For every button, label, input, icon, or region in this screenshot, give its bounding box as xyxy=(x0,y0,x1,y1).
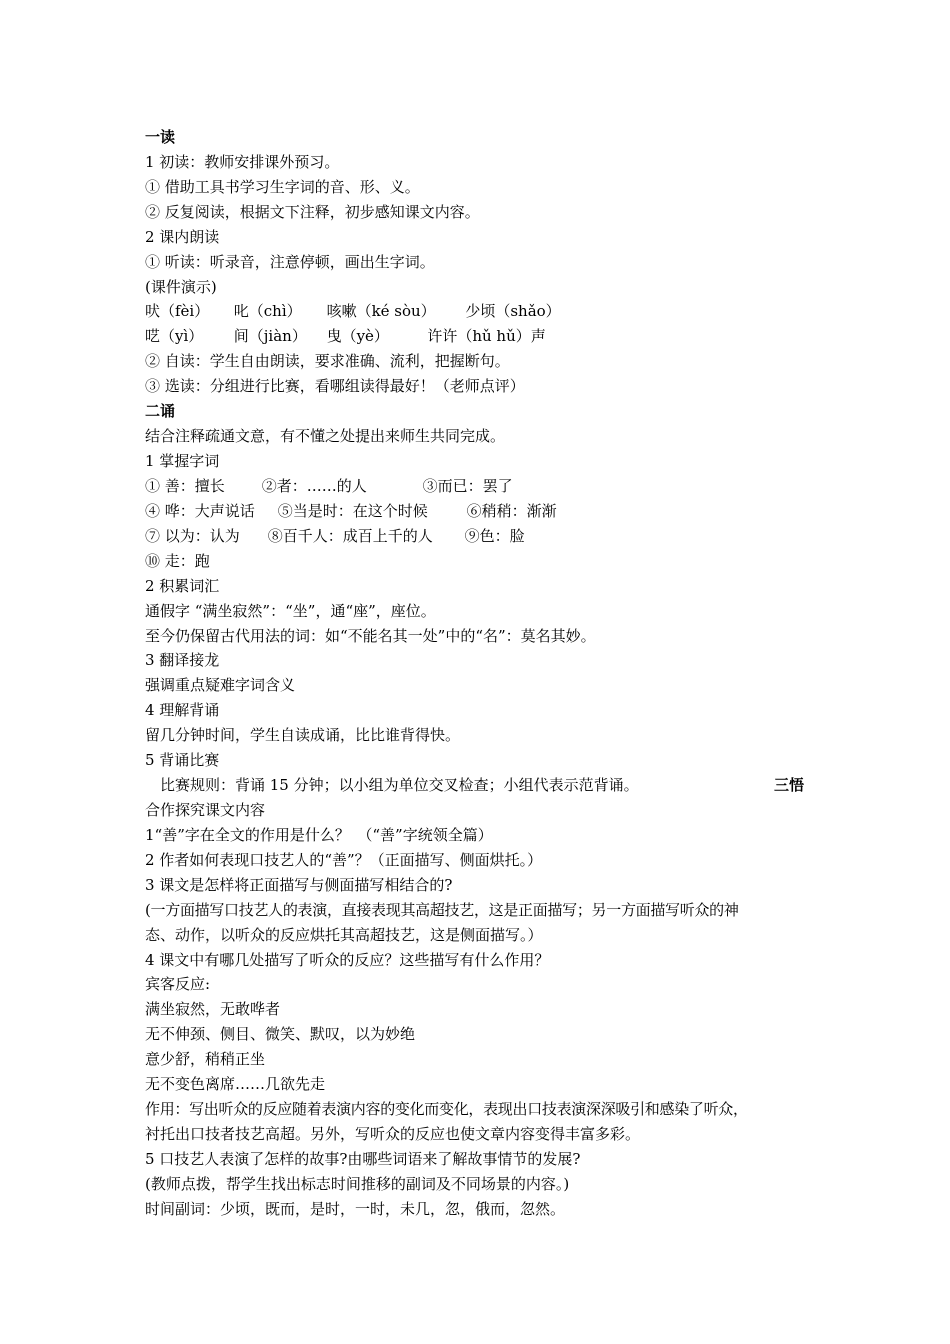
text-line: 意少舒，稍稍正坐 xyxy=(145,1050,266,1068)
pinyin-item: 吠（fèi） xyxy=(145,302,210,320)
vocab-item: ②者：……的人 xyxy=(261,477,367,495)
vocab-item: ① 善：擅长 xyxy=(145,477,225,495)
text-line: 时间副词：少顷，既而，是时，一时，未几，忽，俄而，忽然。 xyxy=(145,1200,566,1218)
vocab-row-2 xyxy=(145,501,557,521)
text-line: (课件演示) xyxy=(145,278,217,296)
text-line: 2 积累词汇 xyxy=(145,577,220,595)
text-line: ② 反复阅读，根据文下注释，初步感知课文内容。 xyxy=(145,203,480,221)
pinyin-item: 少顷（shǎo） xyxy=(465,302,561,320)
text-line: 至今仍保留古代用法的词：如“不能名其一处”中的“名”：莫名其妙。 xyxy=(145,627,596,645)
question-5: 5 口技艺人表演了怎样的故事?由哪些词语来了解故事情节的发展? xyxy=(145,1150,581,1168)
answer-5: (教师点拨，帮学生找出标志时间推移的副词及不同场景的内容。) xyxy=(145,1175,570,1193)
text-line: 留几分钟时间，学生自读成诵，比比谁背得快。 xyxy=(145,726,461,744)
answer-3-line-2: 态、动作，以听众的反应烘托其高超技艺，这是侧面描写。） xyxy=(145,926,543,944)
pinyin-item: 咳嗽（ké sòu） xyxy=(326,302,436,320)
text-line: 宾客反应: xyxy=(145,975,211,993)
vocab-item: ⑧百千人：成百上千的人 xyxy=(267,527,433,545)
text-line: 通假字 “满坐寂然”：“坐”，通“座”，座位。 xyxy=(145,602,436,620)
vocab-item: ⑥稍稍：渐渐 xyxy=(466,502,557,520)
pinyin-item: 许许（hǔ hǔ）声 xyxy=(427,327,546,345)
text-line: ② 自读：学生自由朗读，要求准确、流利，把握断句。 xyxy=(145,352,510,370)
section-heading-read: 一读 xyxy=(145,128,176,146)
text-line: 无不变色离席……几欲先走 xyxy=(145,1075,326,1093)
question-2: 2 作者如何表现口技艺人的“善”？（正面描写、侧面烘托。） xyxy=(145,851,543,869)
pinyin-item: 呓（yì） xyxy=(145,327,204,345)
vocab-item: ⑦ 以为：认为 xyxy=(145,527,240,545)
pinyin-row-2 xyxy=(145,326,546,346)
text-line: ⑩ 走：跑 xyxy=(145,552,210,570)
text-line: 1 初读：教师安排课外预习。 xyxy=(145,153,340,171)
text-line: 比赛规则：背诵 15 分钟；以小组为单位交叉检查；小组代表示范背诵。 xyxy=(160,776,639,794)
text-line: 结合注释疏通文意，有不懂之处提出来师生共同完成。 xyxy=(145,427,506,445)
text-line: 2 课内朗读 xyxy=(145,228,220,246)
vocab-item: ④ 哗：大声说话 xyxy=(145,502,255,520)
answer-3-line-1: (一方面描写口技艺人的表演，直接表现其高超技艺，这是正面描写；另一方面描写听众的神 xyxy=(145,901,739,919)
section-heading-recite: 二诵 xyxy=(145,402,176,420)
vocab-item: ⑤当是时：在这个时候 xyxy=(277,502,428,520)
effect-line-1: 作用：写出听众的反应随着表演内容的变化而变化，表现出口技表演深深吸引和感染了听众， xyxy=(145,1100,748,1118)
text-line: 合作探究课文内容 xyxy=(145,801,266,819)
section-heading-understand: 三悟 xyxy=(774,776,805,794)
question-4: 4 课文中有哪几处描写了听众的反应？这些描写有什么作用？ xyxy=(145,951,550,969)
text-line: ① 听读：听录音，注意停顿，画出生字词。 xyxy=(145,253,435,271)
text-line: 强调重点疑难字词含义 xyxy=(145,676,296,694)
vocab-row-3 xyxy=(145,526,525,546)
pinyin-item: 间（jiàn） xyxy=(233,327,307,345)
question-1: 1“善”字在全文的作用是什么？ （“善”字统领全篇） xyxy=(145,826,493,844)
vocab-item: ③而已：罢了 xyxy=(422,477,513,495)
text-line: ① 借助工具书学习生字词的音、形、义。 xyxy=(145,178,420,196)
text-line: 3 翻译接龙 xyxy=(145,651,220,669)
effect-line-2: 衬托出口技者技艺高超。另外，写听众的反应也使文章内容变得丰富多彩。 xyxy=(145,1125,641,1143)
pinyin-item: 曳（yè） xyxy=(326,327,389,345)
pinyin-row-1 xyxy=(145,301,561,321)
vocab-row-1 xyxy=(145,476,513,496)
text-line: ③ 选读：分组进行比赛，看哪组读得最好！（老师点评） xyxy=(145,377,525,395)
text-line: 满坐寂然，无敢哗者 xyxy=(145,1000,281,1018)
text-line: 1 掌握字词 xyxy=(145,452,220,470)
text-line: 无不伸颈、侧目、微笑、默叹，以为妙绝 xyxy=(145,1025,416,1043)
vocab-item: ⑨色：脸 xyxy=(464,527,525,545)
text-line: 4 理解背诵 xyxy=(145,701,220,719)
text-line: 5 背诵比赛 xyxy=(145,751,220,769)
question-3: 3 课文是怎样将正面描写与侧面描写相结合的? xyxy=(145,876,453,894)
pinyin-item: 叱（chì） xyxy=(233,302,302,320)
